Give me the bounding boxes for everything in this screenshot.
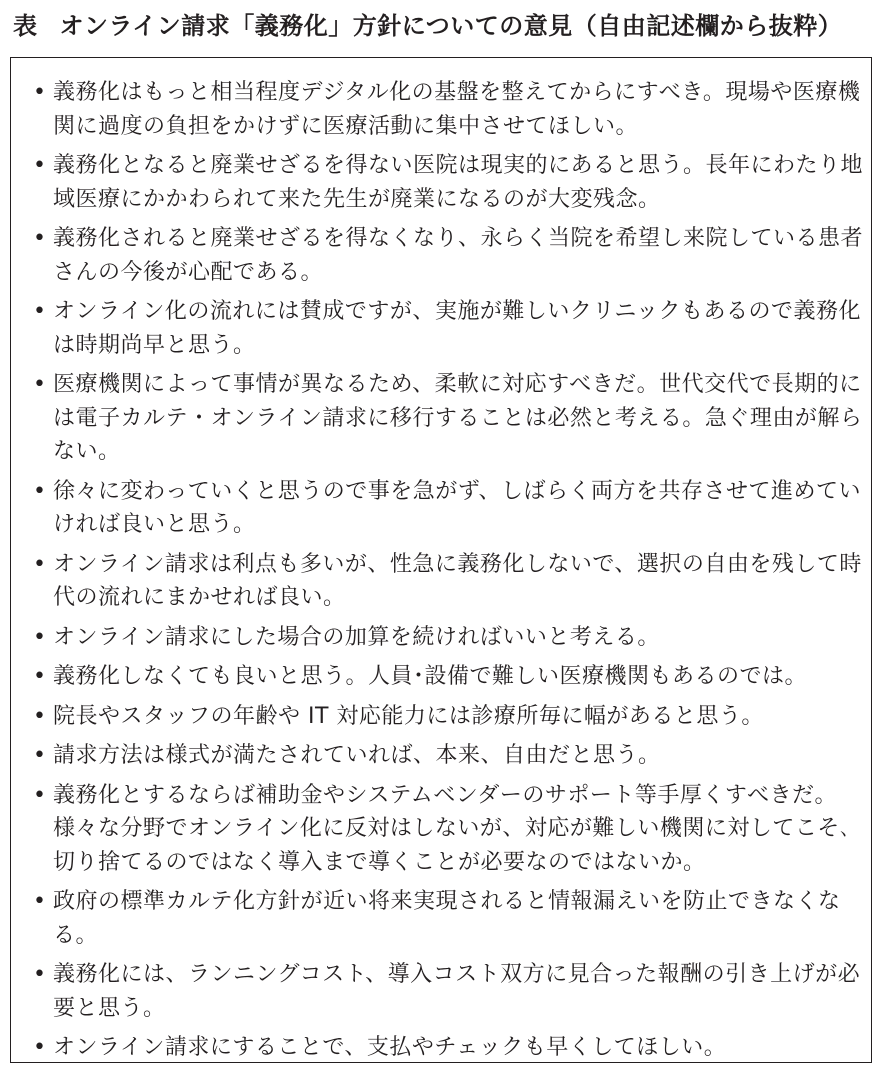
list-item: • オンライン請求にした場合の加算を続ければいいと考える。 (31, 621, 865, 655)
list-item: • 義務化はもっと相当程度デジタル化の基盤を整えてからにすべき。現場や医療機関に過度の負担をかけずに医療活動に集中させてほしい。 (31, 76, 865, 143)
table-title (13, 6, 842, 41)
list-item: • オンライン請求は利点も多いが、性急に義務化しないで、選択の自由を残して時代の流れにまかせれば良い。 (31, 548, 865, 615)
list-item: • 義務化となると廃業せざるを得ない医院は現実的にあると思う。長年にわたり地域医療にかかわられて来た先生が廃業になるのが大変残念。 (31, 149, 865, 216)
list-item: • オンライン請求にすることで、支払やチェックも早くしてほしい。 (31, 1031, 865, 1065)
opinions-box (10, 57, 872, 1063)
list-item: • 院長やスタッフの年齢や IT 対応能力には診療所毎に幅があると思う。 (31, 700, 865, 734)
list-item: • オンライン化の流れには賛成ですが、実施が難しいクリニックもあるので義務化は時期尚早と思う。 (31, 295, 865, 362)
list-item: • 義務化とするならば補助金やシステムベンダーのサポート等手厚くすべきだ。様々な分野でオンライン化に反対はしないが、対応が難しい機関に対してこそ､切り捨てるのではなく導入まで導くことが必要なのではないか。 (31, 779, 865, 880)
list-item: • 徐々に変わっていくと思うので事を急がず、しばらく両方を共存させて進めていければ良いと思う。 (31, 475, 865, 542)
opinions-list (31, 76, 865, 1071)
table-title-text: オンライン請求「義務化」方針についての意見（自由記述欄から抜粋） (59, 12, 843, 40)
list-item: • 医療機関によって事情が異なるため、柔軟に対応すべきだ。世代交代で長期的には電子カルテ・オンライン請求に移行することは必然と考える。急ぐ理由が解らない。 (31, 368, 865, 469)
list-item: • 義務化されると廃業せざるを得なくなり、永らく当院を希望し来院している患者さんの今後が心配である。 (31, 222, 865, 289)
list-item: • 義務化には、ランニングコスト、導入コスト双方に見合った報酬の引き上げが必要と思う。 (31, 958, 865, 1025)
list-item: • 請求方法は様式が満たされていれば、本来、自由だと思う。 (31, 739, 865, 773)
list-item: • 政府の標準カルテ化方針が近い将来実現されると情報漏えいを防止できなくなる。 (31, 885, 865, 952)
list-item: • 義務化しなくても良いと思う。人員･設備で難しい医療機関もあるのでは。 (31, 660, 865, 694)
table-label: 表 (13, 12, 38, 40)
